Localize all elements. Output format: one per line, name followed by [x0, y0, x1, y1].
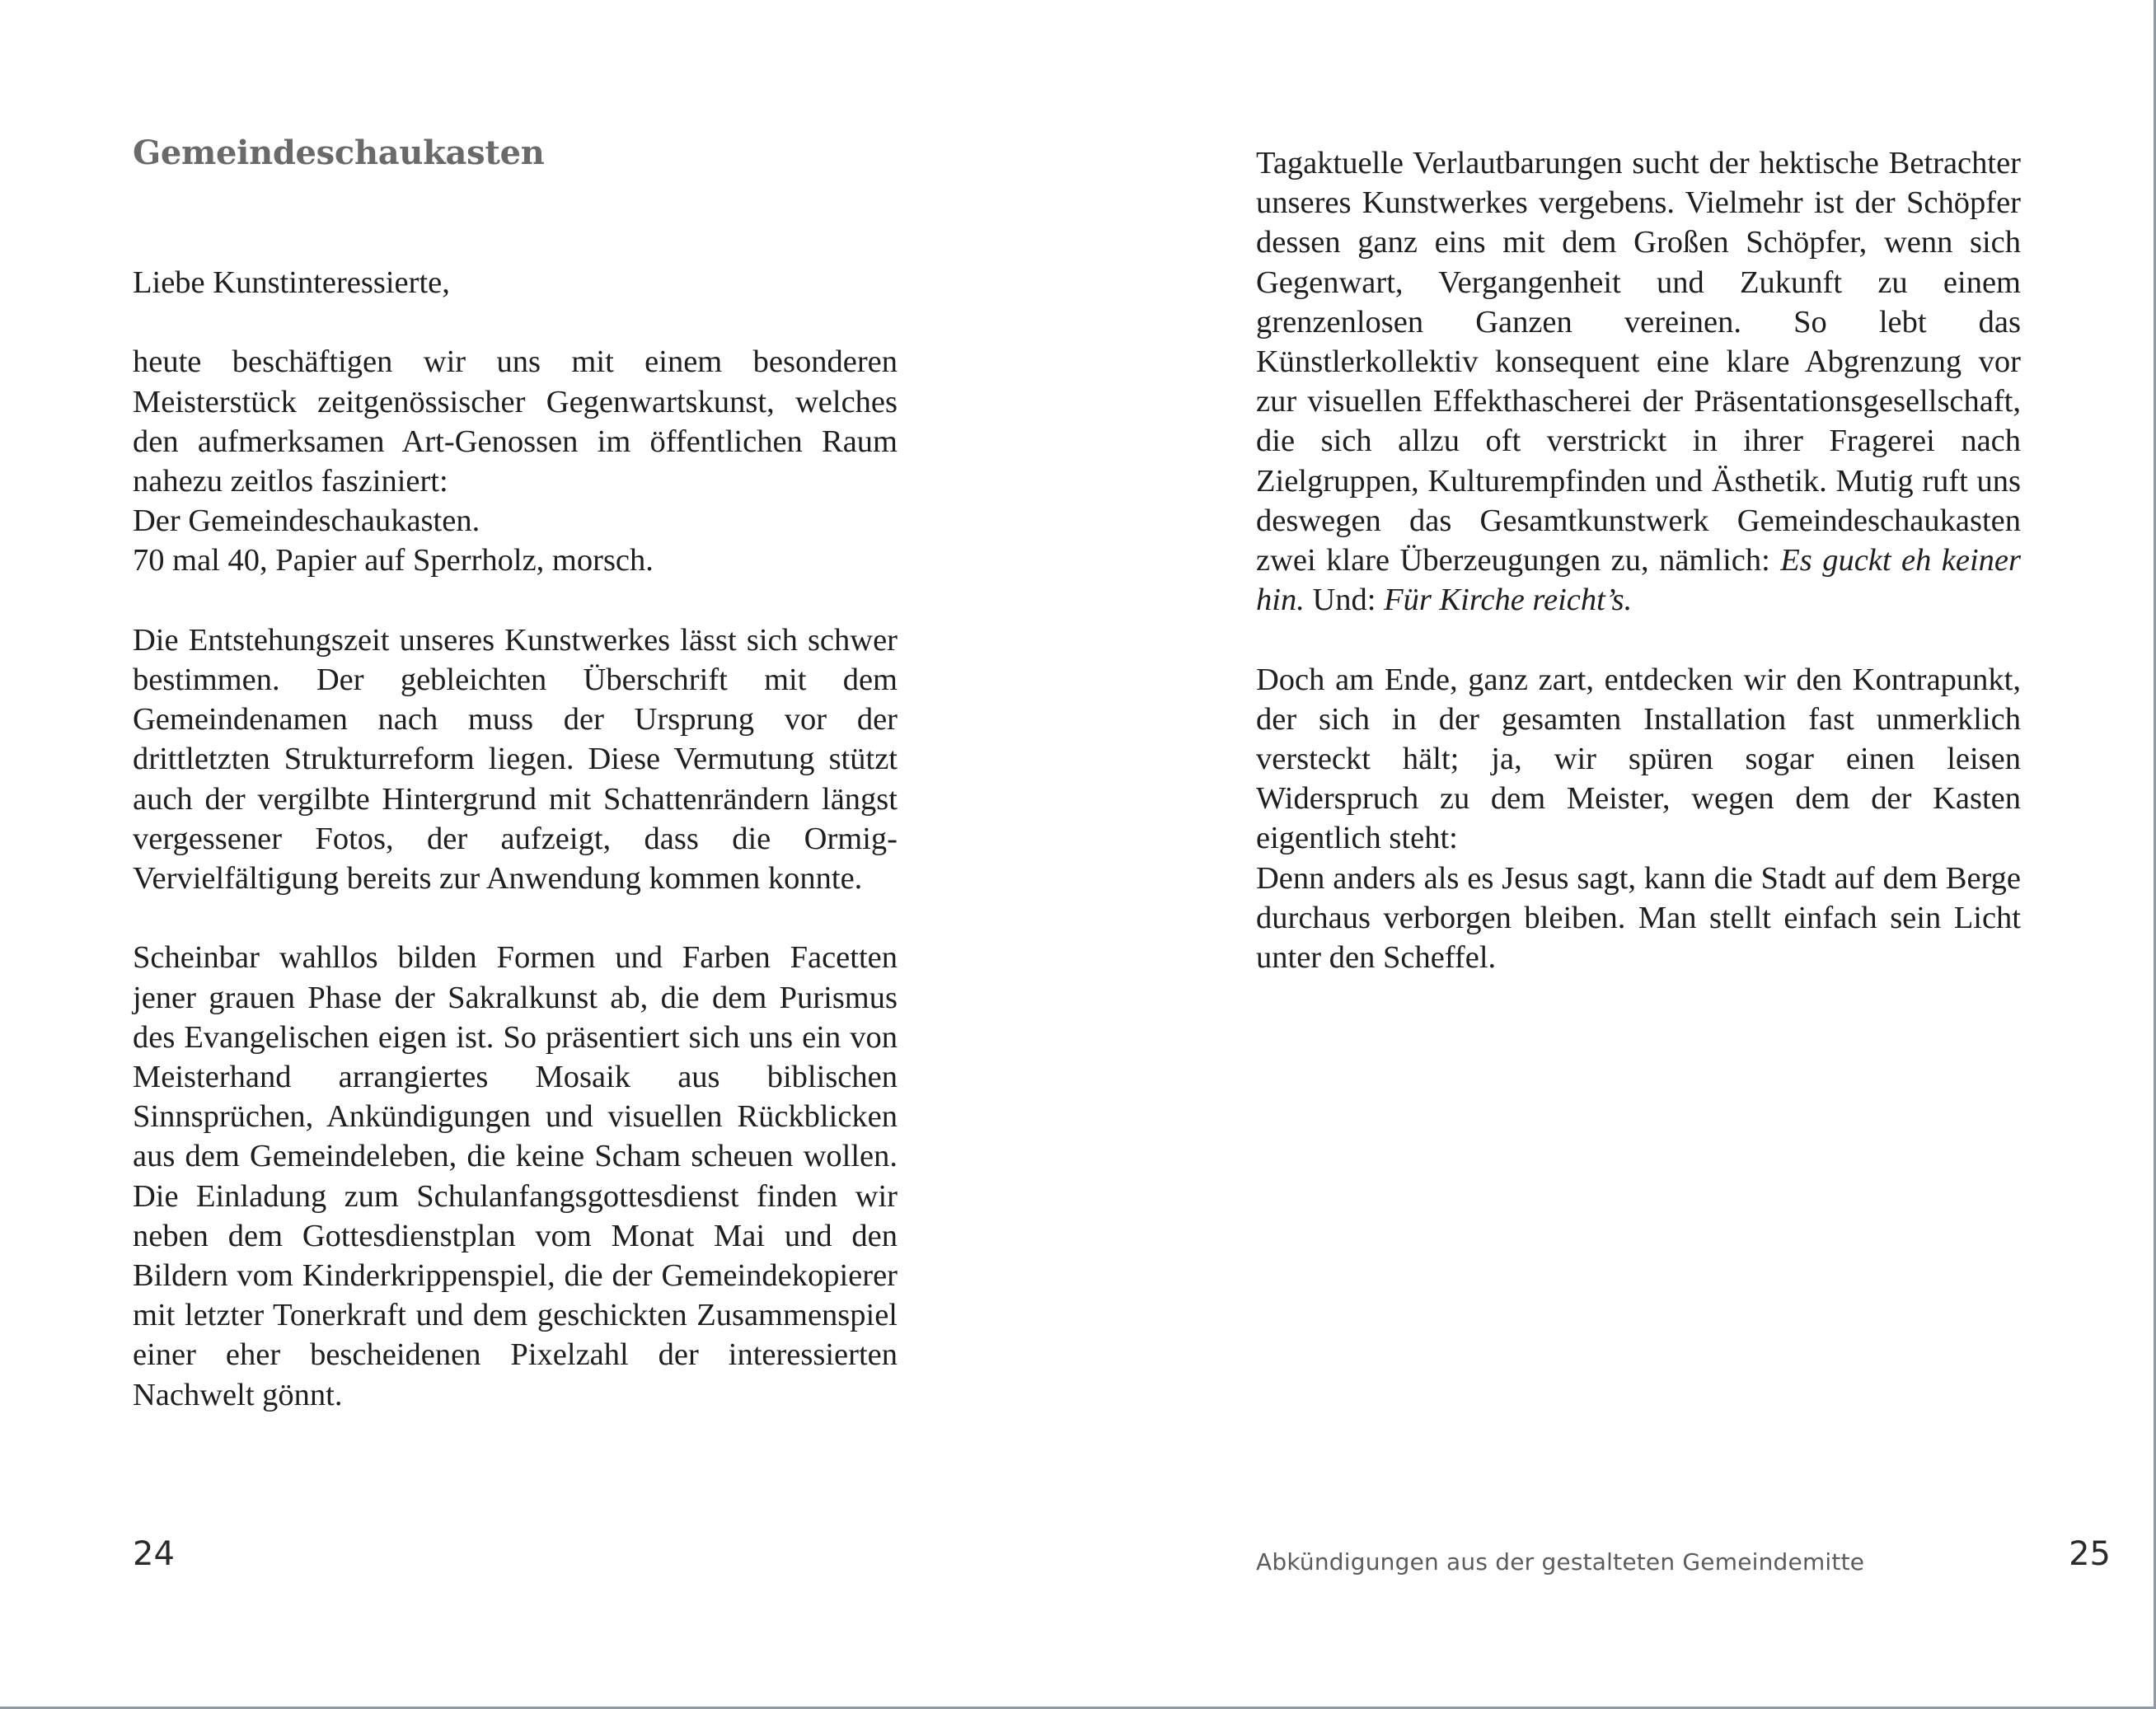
right-text-column: [1256, 143, 2021, 1017]
salutation: Liebe Kunstinteressierte,: [133, 265, 450, 300]
left-page: [0, 0, 1078, 1707]
page-number-left: 24: [133, 1535, 175, 1573]
quote-good-enough: Für Kirche reicht’s.: [1384, 583, 1633, 618]
closing-paragraph: Denn anders als es Jesus sagt, kann die Stadt auf dem Berge durchaus verborgen bleiben. Man stellt einfach sein Licht unter den Scheffel.: [1256, 860, 2021, 976]
counterpoint-paragraph: [1256, 660, 2021, 859]
counterpoint-text: Doch am Ende, ganz zart, entdecken wir den Kontrapunkt, der sich in der gesamten Installation fast unmerklich versteckt hält; ja, wir spüren sogar einen leisen Widerspruch zu dem Meister, wegen dem der Kasten eigentlich steht:: [1256, 662, 2021, 856]
running-footer: Abkündigungen aus der gestalteten Gemeindemitte: [1256, 1548, 1865, 1576]
chapter-heading: Gemeindeschaukasten: [133, 133, 545, 172]
message-text: Tagaktuelle Verlautbarungen sucht der hektische Betrachter unseres Kunstwerkes vergebens. Vielmehr ist der Schöpfer dessen ganz eins mit dem Großen Schöpfer, wenn sich Gegenwart, Vergangenheit und Zukunft zu einem grenzenlosen Ganzen vereinen. So lebt das Künstlerkollektiv konsequent eine klare Abgrenzung vor zur visuellen Effekthascherei der Präsentationsgesellschaft, die sich allzu oft verstrickt in ihrer Fragerei nach Zielgruppen, Kulturempfinden und Ästhetik. Mutig ruft uns deswegen das Gesamtkunstwerk Gemeindeschaukasten zwei klare Überzeugungen zu, nämlich:: [1256, 146, 2021, 578]
artwork-specs-line: 70 mal 40, Papier auf Sperrholz, morsch.: [133, 543, 654, 578]
artwork-title-line: Der Gemeindeschaukasten.: [133, 503, 480, 539]
page-number-right: 25: [2069, 1535, 2111, 1573]
quote-nobody-looks: Es guckt eh keiner hin.: [1256, 543, 2021, 618]
composition-paragraph: Scheinbar wahllos bilden Formen und Farben Facetten jener grauen Phase der Sakralkunst ab, die dem Purismus des Evangelischen eigen ist. So präsentiert sich uns ein von Meisterhand arrangiertes Mosaik aus biblischen Sinnsprüchen, Ankündigungen und visuellen Rückblicken aus dem Gemeindeleben, die keine Scham scheuen wollen. Die Einladung zum Schulanfangsgottesdienst finden wir neben dem Gottesdienstplan vom Monat Mai und den Bildern vom Kinderkrippenspiel, die der Gemeindekopierer mit letzter Tonerkraft und dem geschickten Zusammenspiel einer eher bescheidenen Pixelzahl der interessierten Nachwelt gönnt.: [133, 940, 898, 1412]
quote-connector: Und:: [1304, 583, 1385, 618]
left-text-column: [133, 263, 898, 1454]
right-page: [1078, 0, 2154, 1707]
intro-paragraph: [133, 342, 898, 501]
origin-paragraph: Die Entstehungszeit unseres Kunstwerkes lässt sich schwer bestimmen. Der gebleichten Überschrift mit dem Gemeindenamen nach muss der Ursprung vor der drittletzten Strukturreform liegen. Diese Vermutung stützt auch der vergilbte Hintergrund mit Schattenrändern längst vergessener Fotos, der aufzeigt, dass die Ormig-Vervielfältigung bereits zur Anwendung kommen konnte.: [133, 622, 898, 897]
intro-text: heute beschäftigen wir uns mit einem besonderen Meisterstück zeitgenössischer Gegenwartskunst, welches den aufmerksamen Art-Genossen im öffentlichen Raum nahezu zeitlos fasziniert:: [133, 344, 898, 499]
message-paragraph: [1256, 143, 2021, 620]
